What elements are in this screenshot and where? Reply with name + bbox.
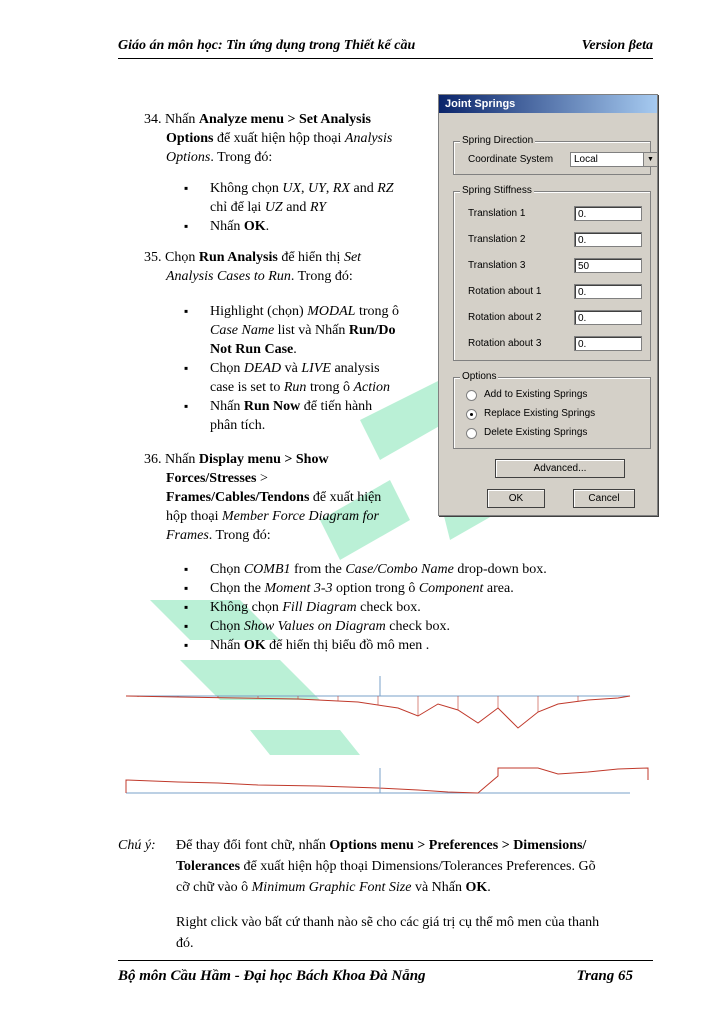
text: phân tích. [210, 418, 266, 433]
footer-page-number: Trang 65 [576, 968, 633, 984]
text: cỡ chữ vào ô [176, 880, 252, 895]
note-label: Chú ý: [118, 838, 156, 853]
text: trong ô [306, 380, 354, 395]
text: drop-down box. [453, 562, 547, 577]
bottom-moment-line [126, 768, 648, 793]
text: Frames/Cables/Tendons [166, 490, 310, 505]
text: check box. [385, 619, 450, 634]
text: check box. [356, 600, 421, 615]
text: Set [343, 250, 362, 265]
page-footer [118, 968, 653, 985]
text: . Trong đó: [208, 528, 271, 543]
spring-stiffness-label: Spring Stiffness [462, 185, 532, 196]
text: Display menu > Show [198, 452, 329, 467]
stiffness-input[interactable]: 0. [574, 310, 642, 325]
text: Action [353, 380, 391, 395]
step-35 [144, 248, 434, 286]
text: LIVE [301, 361, 331, 376]
text: COMB1 [243, 562, 291, 577]
text: Right click vào bất cứ thanh nào sẽ cho các giá trị cụ thể mô men của thanh [176, 915, 600, 930]
text: Component [418, 581, 484, 596]
text: RX [332, 181, 351, 196]
text: Member Force Diagram for [222, 509, 379, 524]
text: DEAD [243, 361, 282, 376]
text: . Trong đó: [290, 269, 353, 284]
step-36-bullet [210, 598, 630, 617]
text: Not Run Case [210, 342, 294, 357]
option-radio-label: Replace Existing Springs [484, 408, 596, 419]
step-34-text-2: . Trong đó: [210, 150, 273, 165]
step-34-bullet-1 [210, 179, 430, 217]
text: trong ô [355, 304, 400, 319]
text: OK [243, 638, 266, 653]
text: . [293, 342, 297, 357]
step-34-text: để xuất hiện hộp thoại [213, 131, 345, 146]
stiffness-input[interactable]: 0. [574, 284, 642, 299]
text: Highlight (chọn) [210, 304, 308, 319]
stiffness-input[interactable]: 0. [574, 232, 642, 247]
stiffness-input[interactable]: 0. [574, 336, 642, 351]
text: Chọn [210, 562, 244, 577]
text: và Nhấn [411, 880, 466, 895]
stiffness-label: Translation 1 [468, 208, 526, 219]
spring-stiffness-group [453, 185, 651, 361]
text: RZ [377, 181, 394, 196]
spring-direction-group [453, 135, 654, 175]
text: OK [243, 219, 266, 234]
step-35-bullet-1 [210, 302, 435, 359]
option-radio-label: Add to Existing Springs [484, 389, 588, 400]
text: option trong ô [332, 581, 419, 596]
top-ticks [138, 696, 578, 716]
text: Tolerances [176, 859, 241, 874]
text: and [350, 181, 378, 196]
step-35-bullet-2 [210, 359, 435, 397]
text: Không chọn [210, 181, 283, 196]
bottom-diagram [126, 768, 648, 793]
step-34-menu: Analyze menu > Set Analysis [198, 112, 371, 127]
coordinate-system-label: Coordinate System [468, 154, 554, 165]
header-rule [118, 58, 653, 59]
step-34-dialog-2: Options [166, 150, 211, 165]
text: MODAL [307, 304, 356, 319]
option-radio-label: Delete Existing Springs [484, 427, 588, 438]
text: Fill Diagram [282, 600, 357, 615]
text: from the [290, 562, 346, 577]
text: đó. [176, 936, 194, 951]
text: case is set to [210, 380, 284, 395]
stiffness-label: Translation 3 [468, 260, 526, 271]
text: để xuất hiện [309, 490, 382, 505]
stiffness-input[interactable]: 50 [574, 258, 642, 273]
step-34-number: 34. Nhấn [144, 112, 199, 127]
step-34 [144, 110, 434, 167]
step-36-bullet [210, 636, 630, 655]
header-version: Version βeta [581, 38, 653, 53]
stiffness-label: Rotation about 1 [468, 286, 542, 297]
spring-direction-label: Spring Direction [462, 135, 534, 146]
text: Chọn [210, 361, 244, 376]
options-label: Options [462, 371, 497, 382]
text: . [265, 219, 270, 234]
text: 36. Nhấn [144, 452, 199, 467]
text: list và Nhấn [274, 323, 349, 338]
text: để hiển thị [277, 250, 344, 265]
joint-springs-dialog [438, 94, 658, 516]
dialog-title: Joint Springs [439, 95, 657, 113]
text: Nhấn [210, 638, 244, 653]
step-34-bullet-2 [210, 217, 430, 236]
text: Case/Combo Name [345, 562, 454, 577]
text: Analysis Cases to Run [166, 269, 291, 284]
text: Forces/Stresses [166, 471, 257, 486]
text: UZ [264, 200, 283, 215]
header-title: Giáo án môn học: Tin ứng dụng trong Thiết kế cầu [118, 38, 416, 53]
text: hộp thoại [166, 509, 222, 524]
coordinate-system-select[interactable] [570, 152, 658, 167]
text: Case Name [210, 323, 275, 338]
text: Show Values on Diagram [243, 619, 386, 634]
footer-rule [118, 960, 653, 961]
text: Frames [166, 528, 209, 543]
step-35-bullet-3 [210, 397, 435, 435]
text: RY [309, 200, 327, 215]
step-36-bullet [210, 579, 630, 598]
stiffness-input[interactable]: 0. [574, 206, 642, 221]
step-36 [144, 450, 444, 545]
text: , [301, 181, 308, 196]
text: Chọn [210, 619, 244, 634]
step-34-menu-2: Options [166, 131, 214, 146]
stiffness-label: Rotation about 2 [468, 312, 542, 323]
text: Options menu > Preferences > Dimensions/ [329, 838, 587, 853]
text: and [282, 200, 310, 215]
option-radio[interactable] [466, 390, 477, 401]
text: Chọn the [210, 581, 265, 596]
options-group [453, 371, 651, 449]
cancel-button[interactable]: Cancel [573, 489, 635, 508]
text: UY [308, 181, 326, 196]
option-radio[interactable] [466, 409, 477, 420]
text: . [487, 880, 491, 895]
text: để hiển thị biểu đồ mô men . [265, 638, 430, 653]
text: và [281, 361, 302, 376]
text: để xuất hiện hộp thoại Dimensions/Tolerances Preferences. Gõ [240, 859, 596, 874]
top-diagram [126, 676, 630, 728]
text: UX [282, 181, 301, 196]
text: để tiến hành [300, 399, 373, 414]
text: Run Now [243, 399, 301, 414]
text: Để thay đổi font chữ, nhấn [176, 838, 330, 853]
text: analysis [330, 361, 380, 376]
advanced-button[interactable]: Advanced... [495, 459, 625, 478]
stiffness-label: Translation 2 [468, 234, 526, 245]
text: Minimum Graphic Font Size [251, 880, 412, 895]
stiffness-label: Rotation about 3 [468, 338, 542, 349]
step-34-dialog: Analysis [344, 131, 393, 146]
text: Run/Do [348, 323, 396, 338]
text: chỉ để lại [210, 200, 265, 215]
text: area. [483, 581, 514, 596]
note-block [118, 835, 663, 954]
text: Nhấn [210, 219, 244, 234]
footer-department: Bộ môn Cầu Hầm - Đại học Bách Khoa Đà Nẵng [118, 968, 426, 984]
text: Moment 3-3 [264, 581, 333, 596]
text: Không chọn [210, 600, 283, 615]
ok-button[interactable]: OK [487, 489, 545, 508]
step-36-bullet [210, 560, 630, 579]
step-36-bullet [210, 617, 630, 636]
option-radio[interactable] [466, 428, 477, 439]
text: , [325, 181, 333, 196]
text: Run [283, 380, 307, 395]
text: 35. Chọn [144, 250, 199, 265]
text: Run Analysis [198, 250, 278, 265]
moment-diagram [118, 668, 658, 816]
text: OK [465, 880, 488, 895]
page-header [118, 38, 653, 54]
text: > [256, 471, 268, 486]
coordinate-system-value: Local [574, 154, 598, 165]
chevron-down-icon[interactable]: ▼ [643, 153, 657, 166]
text: Nhấn [210, 399, 244, 414]
